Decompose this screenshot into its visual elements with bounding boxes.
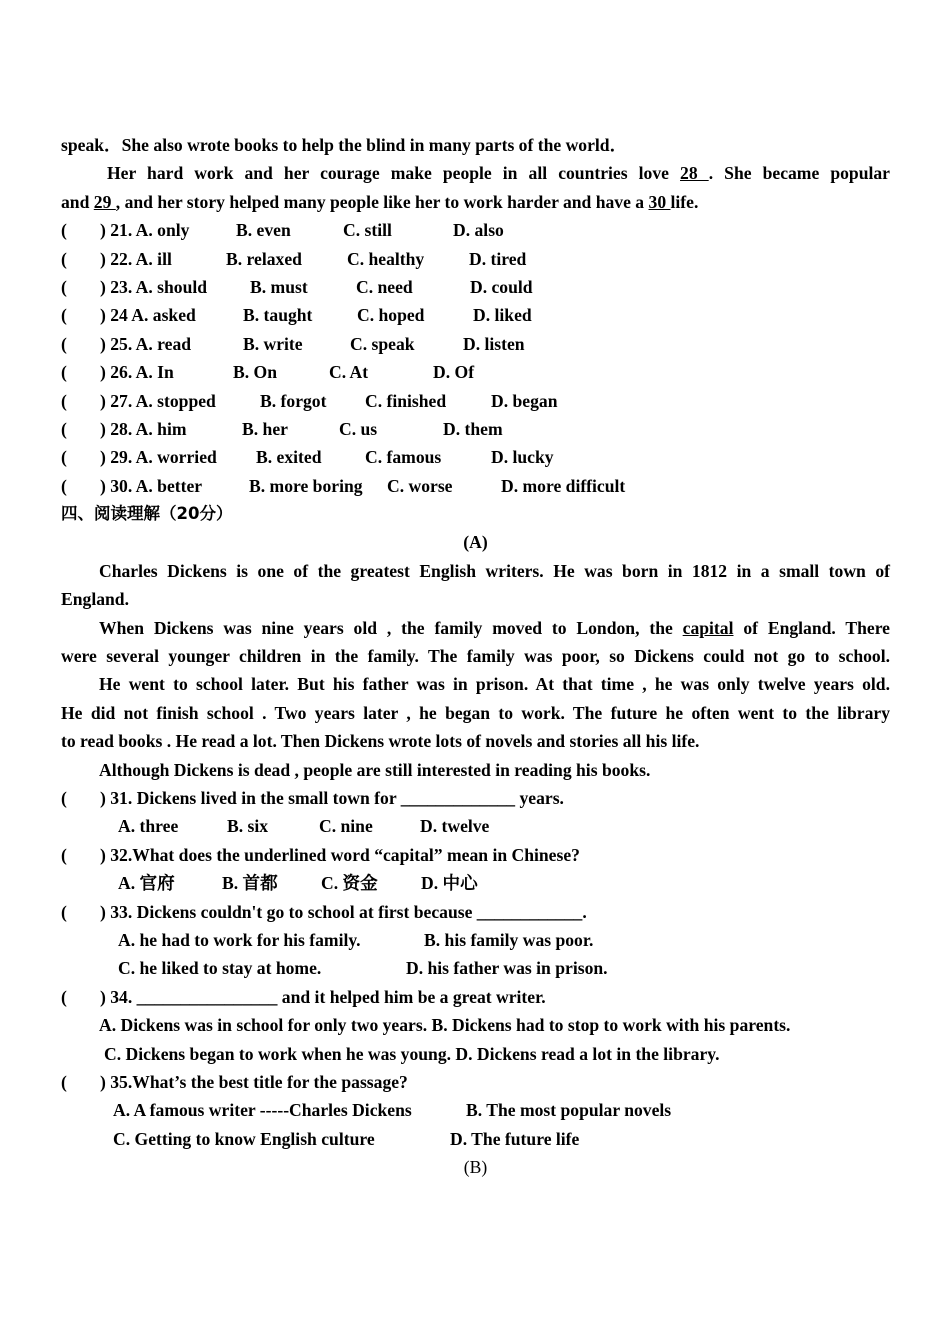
- option-b: B. relaxed: [226, 248, 302, 269]
- option-c: C. need: [356, 276, 413, 297]
- option-b: B. exited: [256, 447, 322, 468]
- answer-paren: (: [61, 276, 67, 297]
- option-c: C. finished: [365, 390, 447, 411]
- passage-line: were several younger children in the family. The family was poor, so Dickens could not go to school.: [61, 646, 890, 667]
- answer-paren: (: [61, 901, 67, 922]
- cloze-line-3: [61, 188, 890, 216]
- passage-text: of England. There: [733, 617, 890, 638]
- passage-line: He did not finish school . Two years later , he began to work. The future he often went to the library: [61, 702, 890, 723]
- options-34-ab: A. Dickens was in school for only two years. B. Dickens had to stop to work with his parents.: [99, 1015, 791, 1036]
- answer-paren: (: [61, 305, 67, 326]
- question-25: [61, 330, 890, 358]
- option-a: A. he had to work for his family.: [118, 929, 361, 950]
- option-d: D. lucky: [491, 447, 554, 468]
- option-a: ) 28. A. him: [100, 418, 187, 439]
- option-a: ) 27. A. stopped: [100, 390, 216, 411]
- cloze-text: . She became popular: [708, 163, 890, 184]
- option-b: B. her: [242, 418, 288, 439]
- option-d: D. 中心: [421, 873, 478, 894]
- option-c: C. 资金: [321, 873, 378, 894]
- question-34: [61, 983, 890, 1011]
- answer-paren: (: [61, 986, 67, 1007]
- question-30: [61, 472, 890, 500]
- option-c: C. us: [339, 418, 378, 439]
- option-c: C. famous: [365, 447, 442, 468]
- option-a: ) 25. A. read: [100, 333, 192, 354]
- cloze-text: Her hard work and her courage make people in all countries love: [107, 163, 681, 184]
- options-33-ab: [61, 926, 890, 954]
- option-d: D. more difficult: [501, 475, 626, 496]
- option-a: A. 官府: [118, 873, 175, 894]
- answer-paren: (: [61, 362, 67, 383]
- answer-paren: (: [61, 844, 67, 865]
- question-24: [61, 301, 890, 329]
- answer-paren: (: [61, 787, 67, 808]
- cloze-text: life.: [670, 191, 699, 212]
- cloze-text: and: [61, 191, 94, 212]
- option-a: ) 23. A. should: [100, 276, 208, 297]
- options-31: [61, 812, 890, 840]
- option-a: A. three: [118, 816, 179, 837]
- option-b: B. On: [233, 362, 278, 383]
- option-b: B. 首都: [222, 873, 278, 894]
- option-d: D. The future life: [450, 1128, 580, 1149]
- option-b: B. must: [250, 276, 308, 297]
- question-stem: ) 35.What’s the best title for the passage?: [100, 1071, 408, 1092]
- option-c: C. still: [343, 220, 392, 241]
- passage-line: Charles Dickens is one of the greatest English writers. He was born in 1812 in a small town of: [99, 560, 890, 581]
- option-a: ) 22. A. ill: [100, 248, 172, 269]
- option-c: C. speak: [350, 333, 415, 354]
- question-stem: ) 31. Dickens lived in the small town for _____________ years.: [100, 787, 564, 808]
- option-c: C. hoped: [357, 305, 425, 326]
- blank-29: 29: [93, 191, 116, 212]
- answer-paren: (: [61, 390, 67, 411]
- passage-line: He went to school later. But his father was in prison. At that time , he was only twelve years old.: [99, 674, 890, 695]
- question-28: [61, 415, 890, 443]
- option-a: ) 29. A. worried: [100, 447, 217, 468]
- options-34-cd: C. Dickens began to work when he was young. D. Dickens read a lot in the library.: [104, 1043, 720, 1064]
- option-c: C. he liked to stay at home.: [118, 958, 322, 979]
- question-stem: ) 34. ________________ and it helped him be a great writer.: [100, 986, 546, 1007]
- option-b: B. taught: [243, 305, 313, 326]
- option-b: B. six: [227, 816, 269, 837]
- option-b: B. his family was poor.: [424, 929, 594, 950]
- passage-b-title: (B): [463, 1157, 488, 1178]
- question-35: [61, 1068, 890, 1096]
- options-33-cd: [61, 954, 890, 982]
- option-b: B. write: [243, 333, 303, 354]
- answer-paren: (: [61, 220, 67, 241]
- option-c: C. Getting to know English culture: [113, 1128, 375, 1149]
- option-d: D. liked: [473, 305, 532, 326]
- passage-line: [61, 614, 890, 642]
- option-c: C. worse: [387, 475, 453, 496]
- passage-line: Although Dickens is dead , people are still interested in reading his books.: [99, 759, 651, 780]
- option-d: D. Of: [433, 362, 475, 383]
- options-32: [61, 869, 890, 897]
- option-b: B. The most popular novels: [466, 1100, 672, 1121]
- question-31: [61, 784, 890, 812]
- option-a: ) 26. A. In: [100, 362, 174, 383]
- section-heading: 四、阅读理解（20分）: [61, 504, 233, 524]
- answer-paren: (: [61, 1071, 67, 1092]
- question-32: [61, 841, 890, 869]
- option-a: ) 24 A. asked: [100, 305, 196, 326]
- answer-paren: (: [61, 418, 67, 439]
- option-b: B. even: [236, 220, 291, 241]
- option-d: D. them: [443, 418, 503, 439]
- option-d: D. his father was in prison.: [406, 958, 608, 979]
- cloze-line-1: [61, 131, 890, 159]
- answer-paren: (: [61, 447, 67, 468]
- question-stem: ) 33. Dickens couldn't go to school at first because ____________.: [100, 901, 587, 922]
- option-d: D. began: [491, 390, 558, 411]
- option-d: D. also: [453, 220, 504, 241]
- option-c: C. healthy: [347, 248, 425, 269]
- option-d: D. tired: [469, 248, 527, 269]
- question-stem: ) 32.What does the underlined word “capital” mean in Chinese?: [100, 844, 580, 865]
- cloze-line-2: [61, 159, 890, 187]
- passage-line: England.: [61, 589, 129, 610]
- cloze-text: speak．She also wrote books to help the blind in many parts of the world．: [61, 135, 628, 155]
- answer-paren: (: [61, 333, 67, 354]
- option-a: ) 21. A. only: [100, 220, 190, 241]
- question-29: [61, 443, 890, 471]
- option-d: D. could: [470, 276, 533, 297]
- question-22: [61, 245, 890, 273]
- options-35-cd: [61, 1125, 890, 1153]
- worksheet-page: [61, 131, 890, 1181]
- option-b: B. forgot: [260, 390, 327, 411]
- question-27: [61, 387, 890, 415]
- blank-28: 28: [680, 163, 709, 184]
- option-a: ) 30. A. better: [100, 475, 203, 496]
- option-c: C. At: [329, 362, 369, 383]
- option-b: B. more boring: [249, 475, 363, 496]
- options-35-ab: [61, 1096, 890, 1124]
- option-c: C. nine: [319, 816, 373, 837]
- answer-paren: (: [61, 475, 67, 496]
- option-d: D. twelve: [420, 816, 490, 837]
- passage-text: When Dickens was nine years old , the family moved to London, the: [99, 617, 683, 638]
- option-d: D. listen: [463, 333, 525, 354]
- question-26: [61, 358, 890, 386]
- option-a: A. A famous writer -----Charles Dickens: [113, 1100, 412, 1121]
- answer-paren: (: [61, 248, 67, 269]
- cloze-text: , and her story helped many people like her to work harder and have a: [115, 191, 649, 212]
- question-21: [61, 216, 890, 244]
- passage-line: to read books . He read a lot. Then Dickens wrote lots of novels and stories all his life.: [61, 731, 700, 752]
- question-23: [61, 273, 890, 301]
- underlined-word-capital: capital: [682, 617, 734, 638]
- passage-a-title: (A): [463, 532, 488, 553]
- blank-30: 30: [648, 191, 671, 212]
- question-33: [61, 898, 890, 926]
